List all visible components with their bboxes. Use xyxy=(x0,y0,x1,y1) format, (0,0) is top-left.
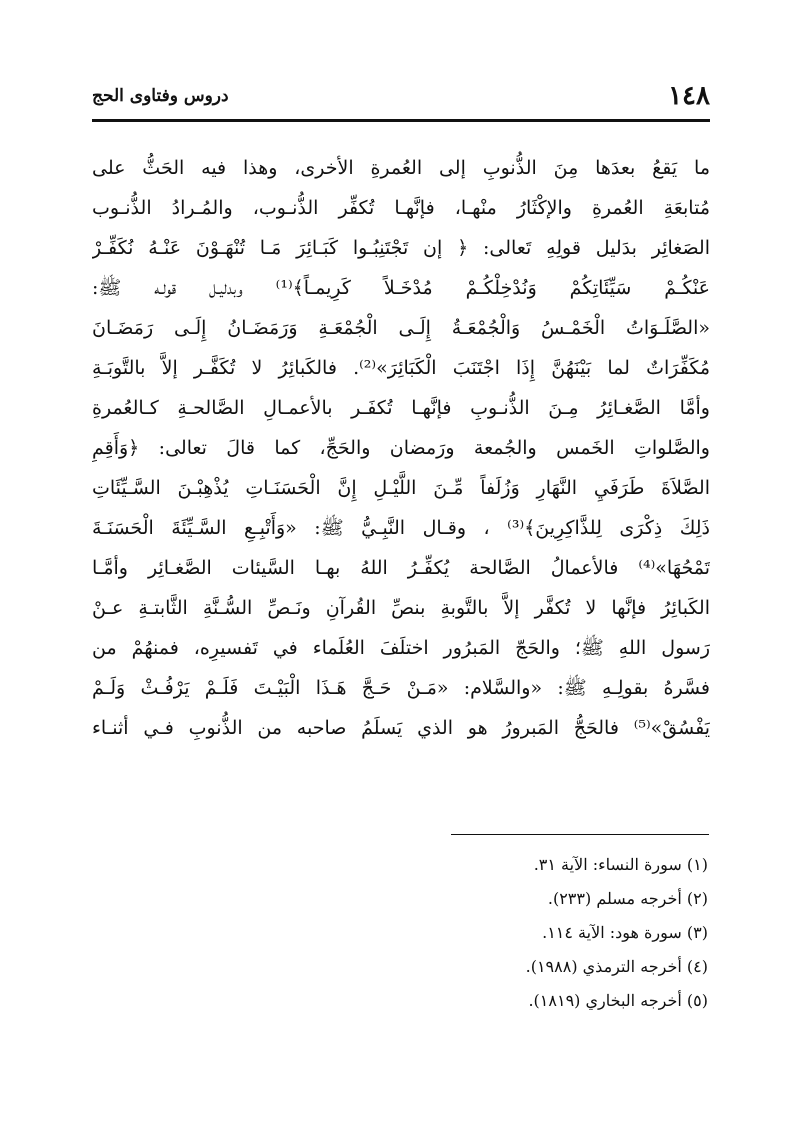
footnote-3: (٣) سورة هود: الآية ١١٤. xyxy=(542,923,708,942)
body-line: يَفْسُقْ»⁽⁵⁾ فالحَجُّ المَبرورُ هو الذي يَسلَمُ صاحبه من الذُّنوبِ فـي أثنـاء xyxy=(92,717,710,739)
header-rule xyxy=(92,119,710,122)
body-line: ما يَقعُ بعدَها مِنَ الذُّنوبِ إلى العُمرةِ الأخرى، وهذا فيه الحَثُّ على xyxy=(92,157,710,179)
body-line: ذَلِكَ ذِكْرَى لِلذَّاكِرِينَ﴾⁽³⁾ ، وقـال النَّبِـيُّ ﷺ: «وَأَتْبِـعِ السَّـيِّئَةَ الْحَسَنَـةَ xyxy=(92,517,710,539)
footnote-5: (٥) أخرجه البخاري (١٨١٩). xyxy=(528,991,708,1010)
body-line: وأمَّا الصَّغـائِرُ مِـنَ الذُّنـوبِ فإنَّهـا تُكفَـر بالأعمـالِ الصَّالحـةِ كـالعُمرةِ xyxy=(92,397,710,419)
body-line: عَنْكُـمْ سَيِّئَاتِكُمْ وَنُدْخِلْكُـمْ مُدْخَـلاً كَرِيمـاً﴾⁽¹⁾ وبدليـل قولـه ﷺ: xyxy=(92,277,710,299)
running-title: دروس وفتاوى الحج xyxy=(92,86,229,106)
body-line: «الصَّلَـوَاتُ الْخَمْـسُ وَالْجُمْعَـةُ إِلَـى الْجُمْعَـةِ وَرَمَضَـانُ إِلَـى رَمَضَـانَ xyxy=(92,317,710,339)
footnote-4: (٤) أخرجه الترمذي (١٩٨٨). xyxy=(525,957,708,976)
body-line: رَسول اللهِ ﷺ؛ والحَجّ المَبرُور اختلَفَ العُلَماء في تَفسيرِه، فمنهُمْ من xyxy=(92,637,710,659)
page-number: ١٤٨ xyxy=(668,81,710,111)
footnote-1: (١) سورة النساء: الآية ٣١. xyxy=(533,855,708,874)
body-line: الصَّلاَةَ طَرَفَيِ النَّهَارِ وَزُلَفاً مِّـنَ اللَّيْـلِ إِنَّ الْحَسَنَـاتِ يُذْهِبْـنَ السَّـيِّئَاتِ xyxy=(92,477,710,499)
body-line: مُكَفِّرَاتٌ لما بَيْنَهُنَّ إِذَا اجْتَنَبَ الْكَبَائِرَ»⁽²⁾. فالكَبائِرُ لا تُكَفَّـر إلاَّ بالتَّوبَـةِ xyxy=(92,357,710,379)
footnote-2: (٢) أخرجه مسلم (٢٣٣). xyxy=(547,889,708,908)
body-line: مُتابعَةِ العُمرةِ والإكْثَارُ منْهـا، فإنَّهـا تُكفِّر الذُّنـوب، والمُـرادُ الذُّنـوب xyxy=(92,197,710,219)
footnotes xyxy=(308,848,708,1018)
body-line: الصَغائِر بدَليل قولِهِ تَعالى: ﴿ إن تَجْتَنِبُـوا كَبَـائِرَ مَـا تُنْهَـوْنَ عَنْـهُ نُكَفِّـرْ xyxy=(92,237,710,259)
body-text xyxy=(92,148,710,748)
body-line: فسَّرهُ بقولِـهِ ﷺ: «والسَّلام: «مَـنْ حَـجَّ هَـذَا الْبَيْـتَ فَلَـمْ يَرْفُـثْ وَلَـمْ xyxy=(92,677,710,699)
body-line: والصَّلواتِ الخَمس والجُمعة ورَمضان والحَجِّ، كما قالَ تعالى: ﴿وَأَقِمِ xyxy=(92,437,710,459)
body-line: تَمْحُهَا»⁽⁴⁾ فالأعمالُ الصَّالحة يُكفِّـرُ اللهُ بهـا السَّيئات الصَّغـائِر وأمَّـا xyxy=(92,557,710,579)
body-line: الكَبائِرُ فإنَّها لا تُكفَّر إلاَّ بالتَّوبةِ بنصِّ القُرآنِ ونَـصِّ السُّـنَّةِ الثَّابتـةِ عـنْ xyxy=(92,597,710,619)
page-header xyxy=(92,78,710,118)
footnote-separator xyxy=(451,834,709,835)
